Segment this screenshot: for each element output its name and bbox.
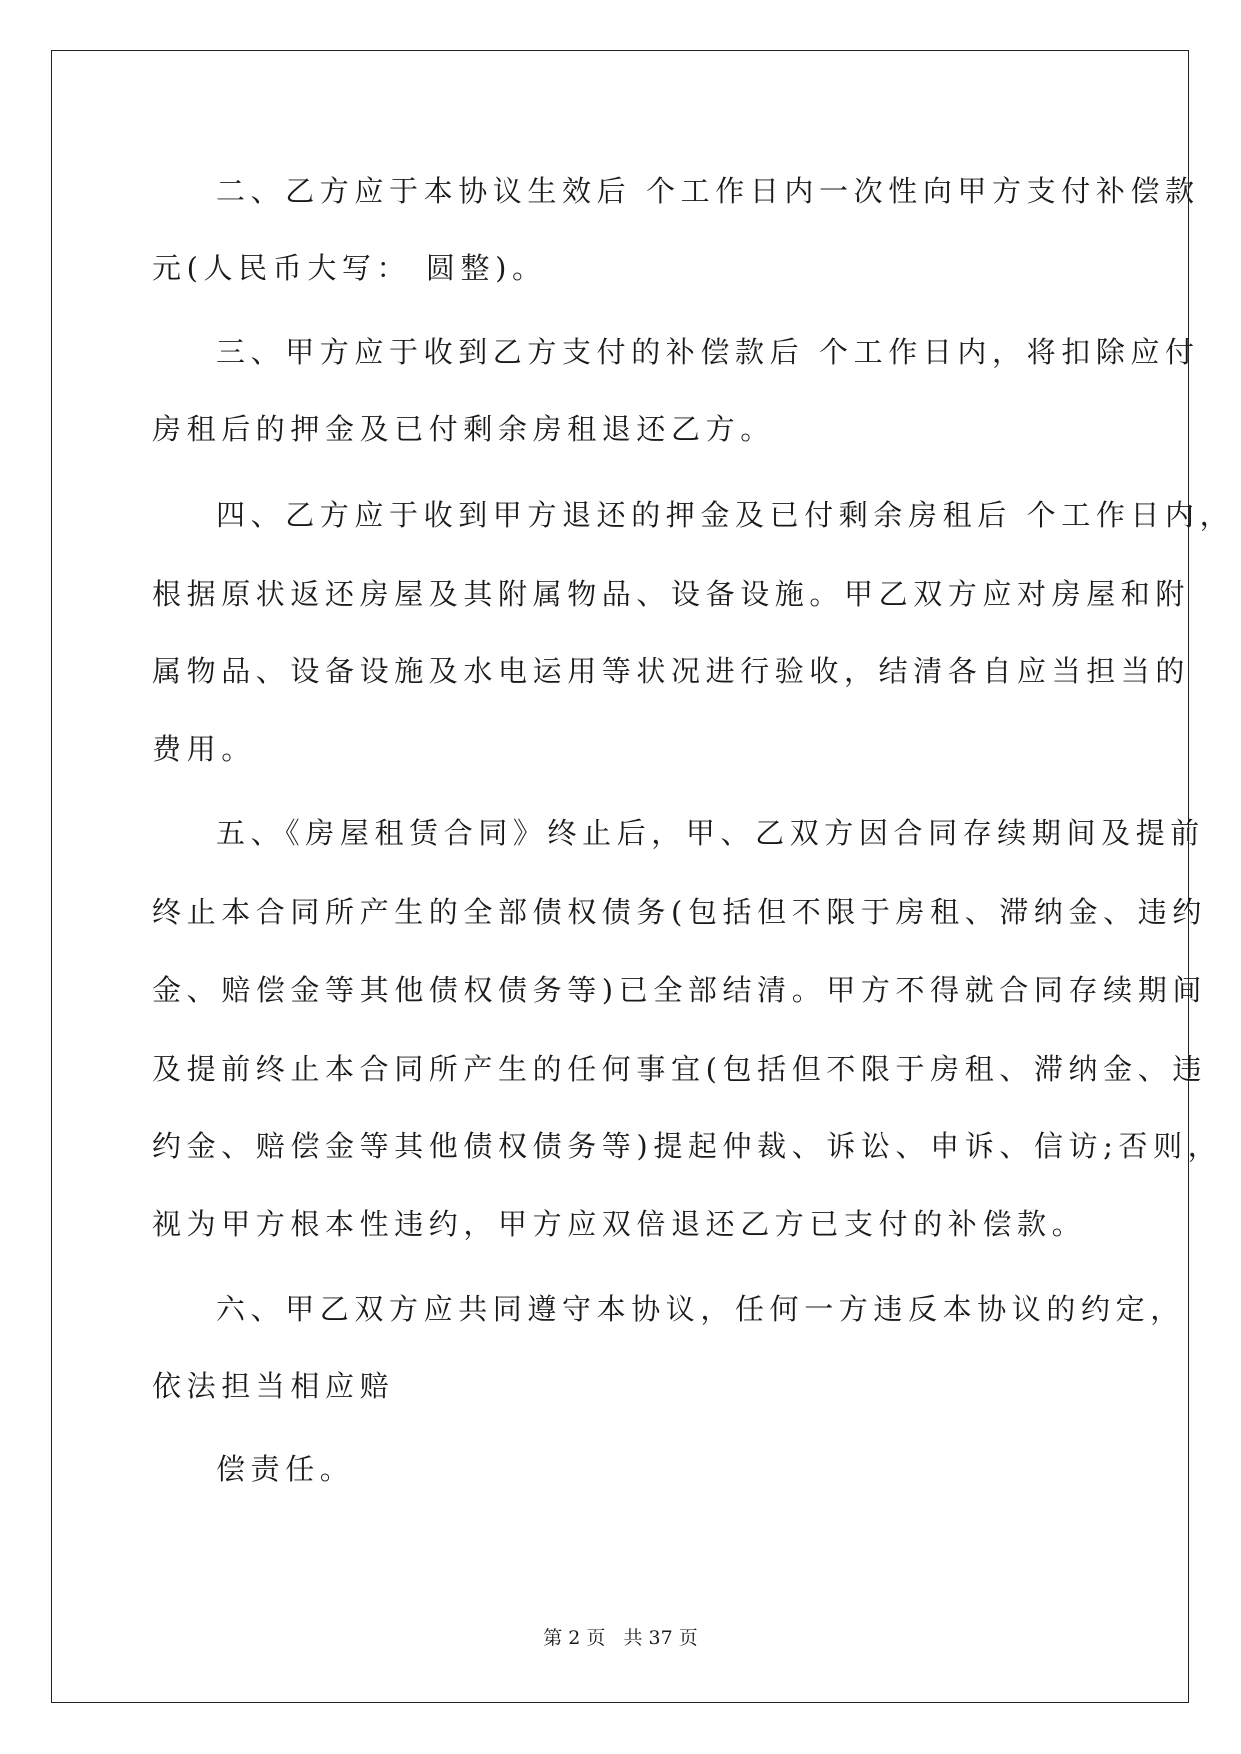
paragraph-4-line-3: 属物品、设备设施及水电运用等状况进行验收，结清各自应当担当的 [152, 654, 1191, 688]
paragraph-6-line-2: 依法担当相应赔 [152, 1369, 395, 1403]
paragraph-2-line-1: 二、乙方应于本协议生效后 个工作日内一次性向甲方支付补偿款 [216, 174, 1200, 208]
paragraph-3-line-1: 三、甲方应于收到乙方支付的补偿款后 个工作日内，将扣除应付 [216, 335, 1200, 369]
paragraph-6-line-1: 六、甲乙双方应共同遵守本协议，任何一方违反本协议的约定， [216, 1292, 1185, 1326]
paragraph-5-line-3: 金、赔偿金等其他债权债务等)已全部结清。甲方不得就合同存续期间 [152, 973, 1207, 1007]
paragraph-4-line-4: 费用。 [152, 732, 256, 766]
paragraph-5-line-4: 及提前终止本合同所产生的任何事宜(包括但不限于房租、滞纳金、违 [152, 1052, 1207, 1086]
paragraph-4-line-2: 根据原状返还房屋及其附属物品、设备设施。甲乙双方应对房屋和附 [152, 577, 1191, 611]
paragraph-5-line-1: 五、《房屋租赁合同》终止后，甲、乙双方因合同存续期间及提前 [216, 816, 1205, 850]
page-number: 第 2 页 共 37 页 [543, 1627, 698, 1649]
paragraph-5-line-5: 约金、赔偿金等其他债权债务等)提起仲裁、诉讼、申诉、信访;否则， [152, 1129, 1223, 1163]
paragraph-2-line-2: 元(人民币大写： 圆整)。 [152, 251, 547, 285]
paragraph-5-line-6: 视为甲方根本性违约，甲方应双倍退还乙方已支付的补偿款。 [152, 1207, 1087, 1241]
paragraph-6-line-3: 偿责任。 [216, 1452, 355, 1486]
paragraph-5-line-2: 终止本合同所产生的全部债权债务(包括但不限于房租、滞纳金、违约 [152, 895, 1207, 929]
paragraph-3-line-2: 房租后的押金及已付剩余房租退还乙方。 [152, 412, 775, 446]
paragraph-4-line-1: 四、乙方应于收到甲方退还的押金及已付剩余房租后 个工作日内， [216, 498, 1235, 532]
